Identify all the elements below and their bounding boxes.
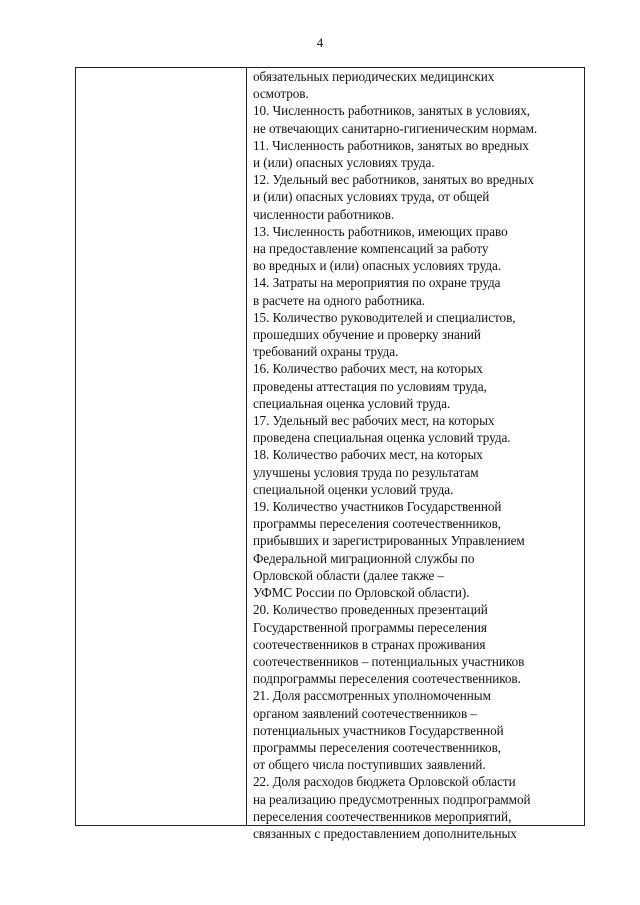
table-right-cell bbox=[253, 68, 583, 842]
text-line: прошедших обучение и проверку знаний bbox=[253, 327, 481, 343]
text-line: 18. Количество рабочих мест, на которых bbox=[253, 447, 483, 463]
text-line: от общего числа поступивших заявлений. bbox=[253, 757, 486, 773]
text-line: на реализацию предусмотренных подпрограммой bbox=[253, 791, 531, 807]
text-line: связанных с предоставлением дополнительных bbox=[253, 825, 517, 841]
text-line: 16. Количество рабочих мест, на которых bbox=[253, 361, 483, 377]
text-line: органом заявлений соотечественников – bbox=[253, 705, 477, 721]
text-line: специальная оценка условий труда. bbox=[253, 395, 451, 411]
text-line: программы переселения соотечественников, bbox=[253, 516, 502, 532]
text-line: 21. Доля рассмотренных уполномоченным bbox=[253, 688, 491, 704]
text-line: соотечественников в странах проживания bbox=[253, 636, 486, 652]
text-line: переселения соотечественников мероприятий, bbox=[253, 808, 512, 824]
text-line: во вредных и (или) опасных условиях труда. bbox=[253, 258, 502, 274]
text-line: соотечественников – потенциальных участников bbox=[253, 653, 525, 669]
text-line: 14. Затраты на мероприятия по охране труда bbox=[253, 275, 501, 291]
text-line: 19. Количество участников Государственной bbox=[253, 499, 502, 515]
text-line: Федеральной миграционной службы по bbox=[253, 550, 475, 566]
text-line: потенциальных участников Государственной bbox=[253, 722, 504, 738]
text-line: УФМС России по Орловской области). bbox=[253, 585, 470, 601]
text-line: 22. Доля расходов бюджета Орловской области bbox=[253, 774, 516, 790]
text-line: Орловской области (далее также – bbox=[253, 567, 445, 583]
text-line: и (или) опасных условиях труда. bbox=[253, 155, 435, 171]
text-line: не отвечающих санитарно-гигиеническим нормам. bbox=[253, 120, 538, 136]
text-line: 20. Количество проведенных презентаций bbox=[253, 602, 488, 618]
indicator-table bbox=[75, 67, 585, 841]
text-line: проведены аттестация по условиям труда, bbox=[253, 378, 487, 394]
text-line: осмотров. bbox=[253, 86, 309, 102]
text-line: 13. Численность работников, имеющих право bbox=[253, 223, 508, 239]
text-line: Государственной программы переселения bbox=[253, 619, 487, 635]
text-line: специальной оценки условий труда. bbox=[253, 481, 454, 497]
page-number: 4 bbox=[316, 35, 324, 50]
text-line: 11. Численность работников, занятых во вредных bbox=[253, 137, 529, 153]
text-line: 17. Удельный вес рабочих мест, на которых bbox=[253, 413, 495, 429]
text-line: программы переселения соотечественников, bbox=[253, 739, 502, 755]
text-line: в расчете на одного работника. bbox=[253, 292, 426, 308]
text-line: 10. Численность работников, занятых в условиях, bbox=[253, 103, 531, 119]
text-line: проведена специальная оценка условий труда. bbox=[253, 430, 511, 446]
text-line: численности работников. bbox=[253, 206, 395, 222]
text-line: 15. Количество руководителей и специалистов, bbox=[253, 309, 516, 325]
text-line: прибывших и зарегистрированных Управлением bbox=[253, 533, 525, 549]
table-left-cell bbox=[76, 68, 246, 825]
text-line: обязательных периодических медицинских bbox=[253, 69, 495, 84]
text-line: подпрограммы переселения соотечественников. bbox=[253, 671, 521, 687]
text-line: 12. Удельный вес работников, занятых во вредных bbox=[253, 172, 534, 188]
text-line: на предоставление компенсаций за работу bbox=[253, 241, 489, 257]
text-line: и (или) опасных условиях труда, от общей bbox=[253, 189, 490, 205]
text-line: улучшены условия труда по результатам bbox=[253, 464, 479, 480]
text-line: требований охраны труда. bbox=[253, 344, 399, 360]
column-divider bbox=[246, 68, 247, 825]
